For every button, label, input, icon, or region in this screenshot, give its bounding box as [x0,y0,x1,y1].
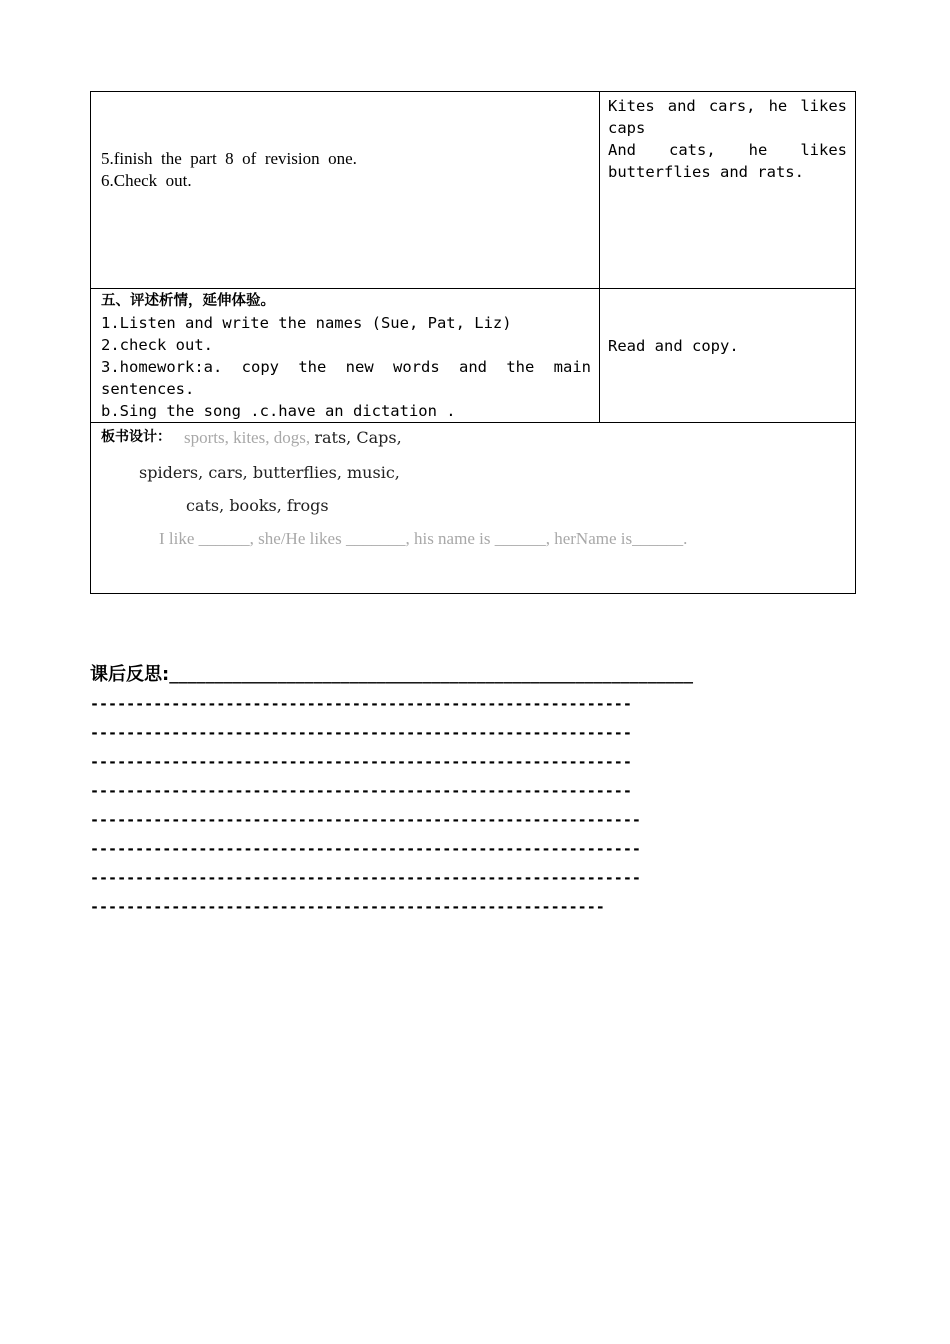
lesson-plan-table [90,91,856,594]
activity-cell [91,289,600,423]
activity-cell [91,92,600,289]
notes-line: Kites and cars, he likes [608,97,847,115]
table-row [91,92,856,289]
reflection-line: ------------------------------------------------------------- [90,811,641,829]
reflection-line: ------------------------------------------------------------- [90,840,641,858]
activity-line: 6.Check out. [101,171,192,190]
activity-line: 3.homework:a. copy the new words and the main [101,358,591,376]
reflection-line: ------------------------------------------------------------ [90,724,632,742]
board-dark-words: rats, Caps, [314,428,402,447]
reflection-line: --------------------------------------------------------- [90,898,605,916]
notes-line: And cats, he likes [608,141,847,159]
reflection-line [90,660,860,690]
activity-line: 1.Listen and write the names (Sue, Pat, Liz) [101,314,512,332]
reflection-blank: __________________________________________________________ [169,666,693,684]
activity-line: 2.check out. [101,336,213,354]
stage-title: 五、评述析情，延伸体验。 [101,293,275,309]
board-design-cell [91,423,856,594]
activity-line: 5.finish the part 8 of revision one. [101,149,357,168]
notes-line: Read and copy. [608,337,739,355]
notes-cell [600,289,856,423]
reflection-line: ------------------------------------------------------------ [90,782,632,800]
notes-line: butterflies and rats. [608,163,804,181]
activity-line: b.Sing the song .c.have an dictation . [101,402,456,420]
table-row [91,423,856,594]
board-design-label: 板书设计： [101,429,171,445]
board-line [184,428,402,448]
board-line: spiders, cars, butterflies, music, [139,463,400,482]
notes-cell [600,92,856,289]
activity-line: sentences. [101,380,195,398]
reflection-title: 课后反思: [90,664,170,685]
board-gray-words: sports, kites, dogs, [184,428,315,447]
table-row [91,289,856,423]
board-line: cats, books, frogs [186,496,329,515]
reflection-section [90,660,860,922]
reflection-line: ------------------------------------------------------------ [90,695,632,713]
board-line: I like ______, she/He likes _______, his name is ______, herName is______. [159,529,688,548]
reflection-line: ------------------------------------------------------------ [90,753,632,771]
reflection-line: ------------------------------------------------------------- [90,869,641,887]
notes-line: caps [608,119,646,137]
